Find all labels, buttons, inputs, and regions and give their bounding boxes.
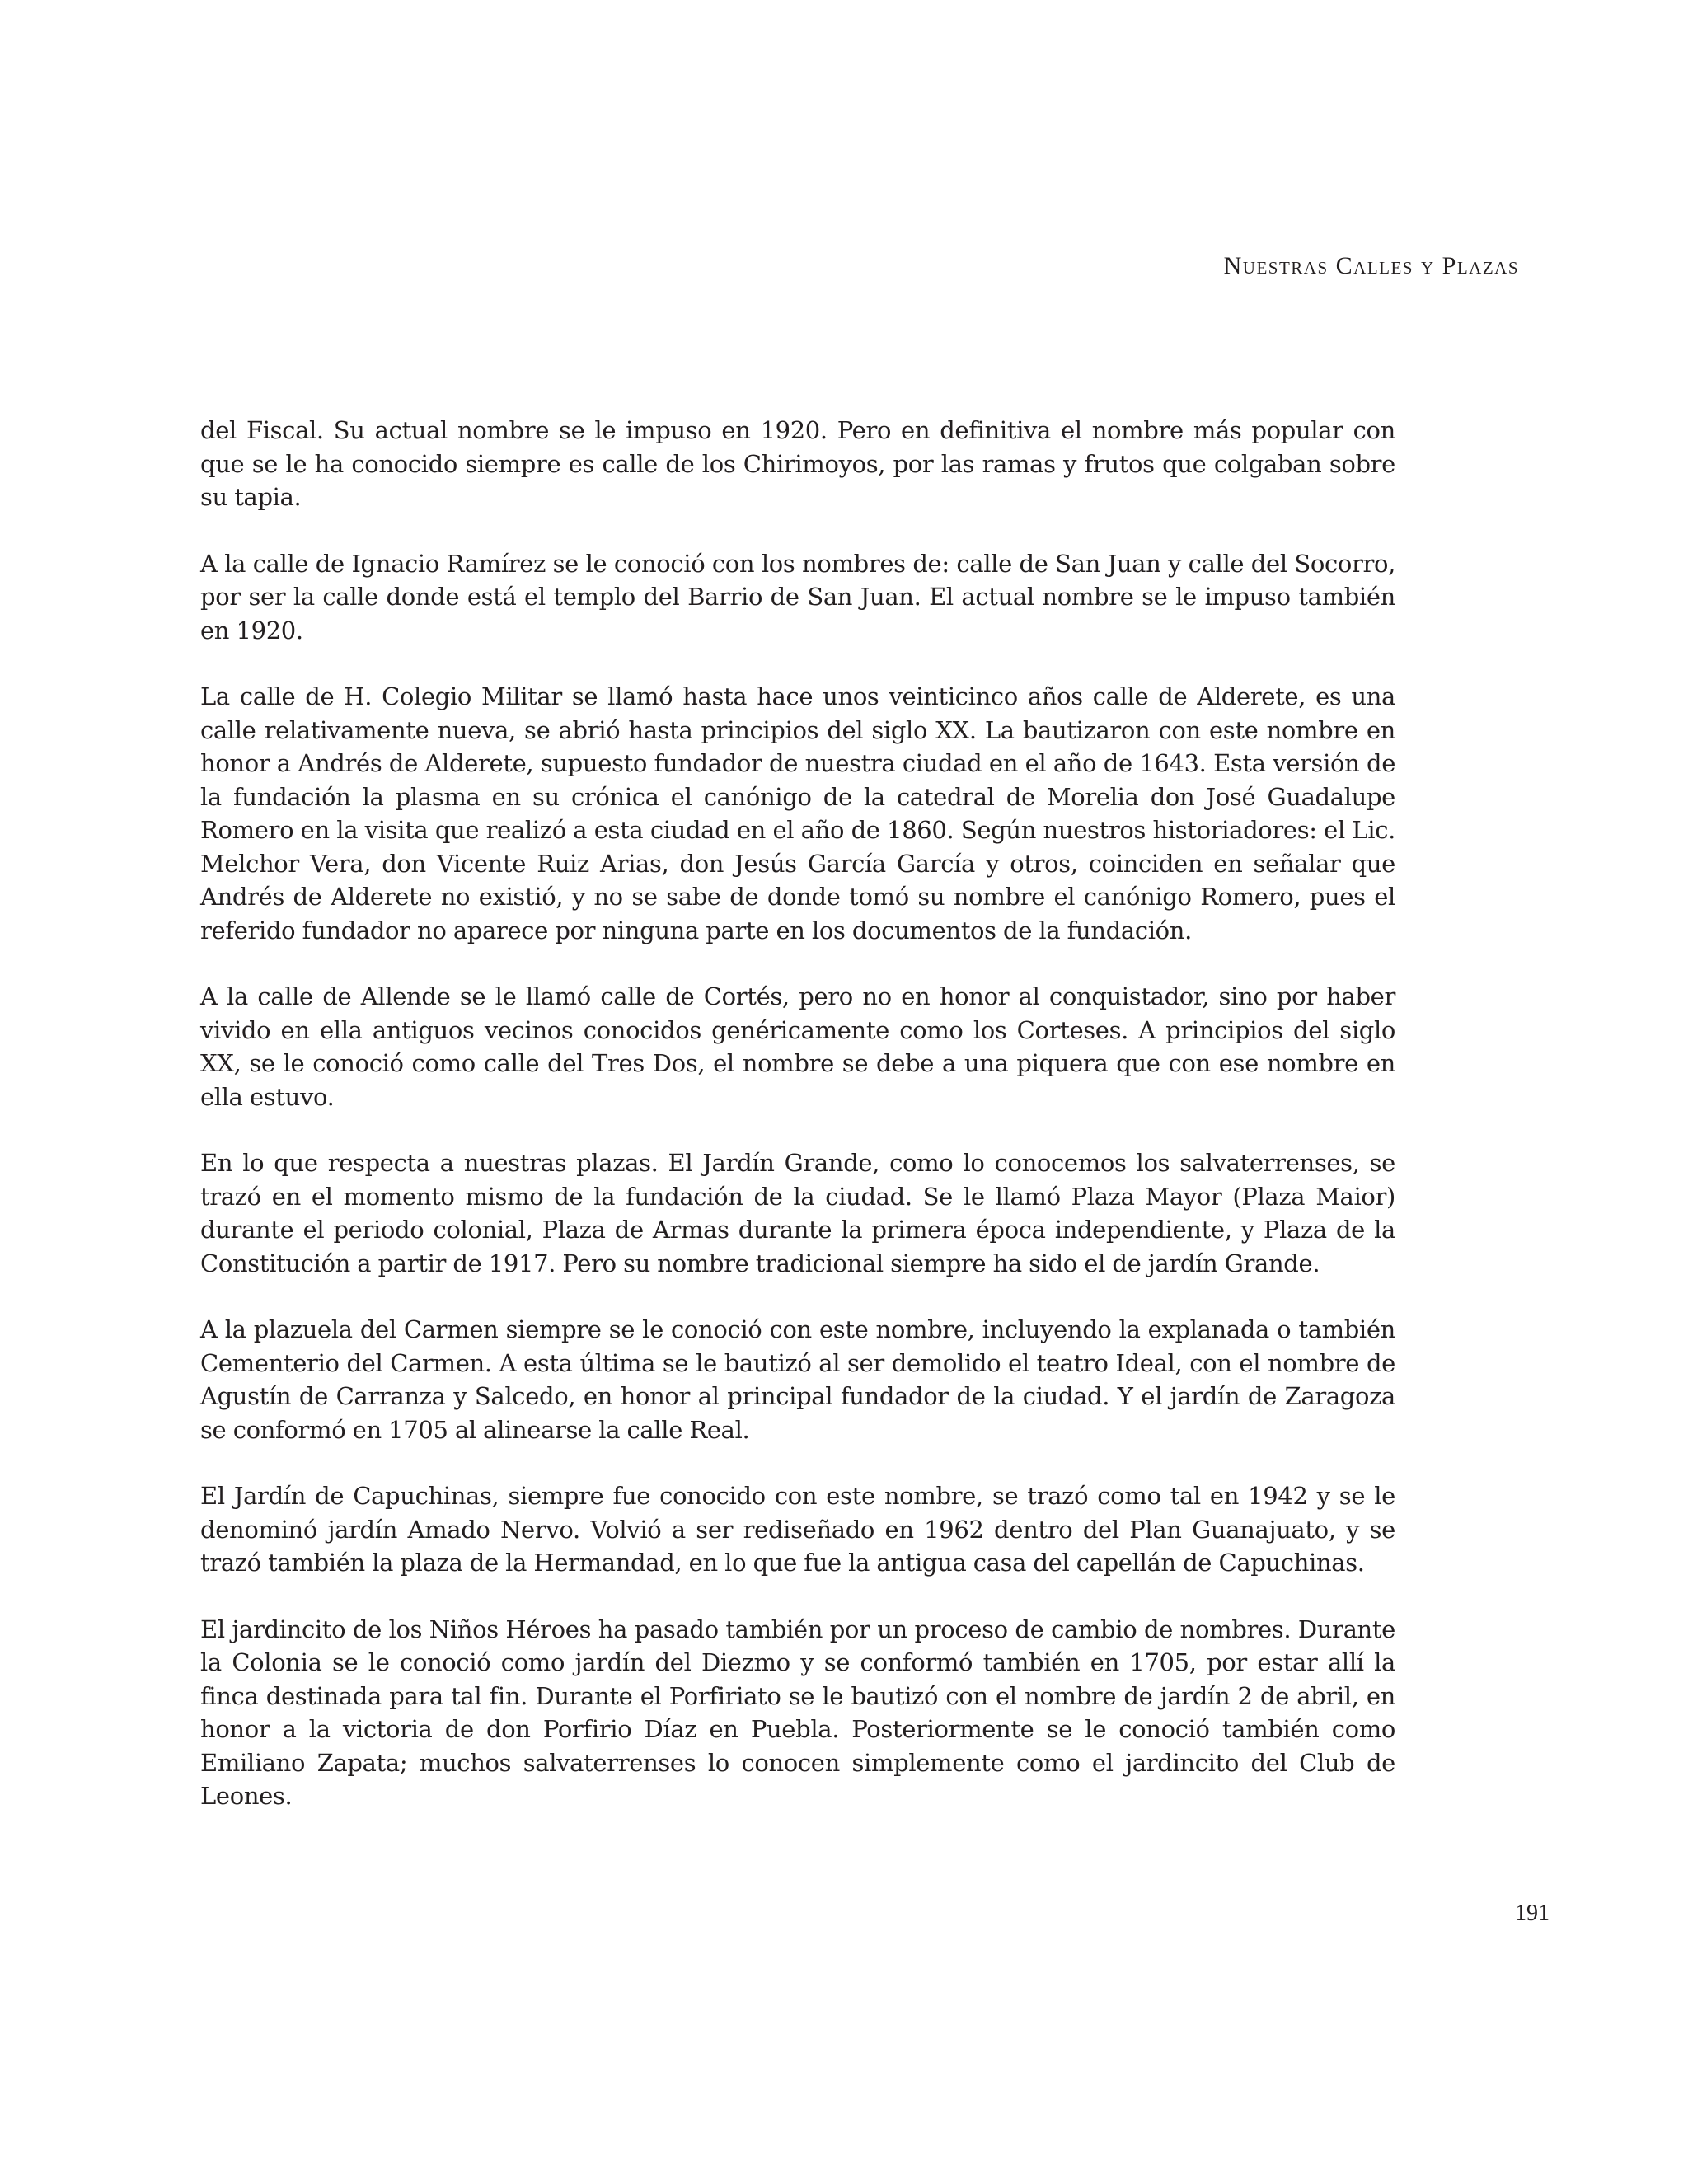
paragraph: El Jardín de Capuchinas, siempre fue conocido con este nombre, se trazó como tal en 1942 y se le denominó jardín Amado Nervo. Volvió a ser rediseñado en 1962 dentro del Plan Guanajuato, y se trazó también la plaza de la Hermandad, en lo que fue la antigua casa del capellán de Capuchinas. [200, 1482, 1395, 1577]
running-header: Nuestras Calles y Plazas [1223, 252, 1519, 279]
page-number: 191 [1515, 1900, 1550, 1926]
paragraph: A la calle de Ignacio Ramírez se le conoció con los nombres de: calle de San Juan y calle del Socorro, por ser la calle donde está el templo del Barrio de San Juan. El actual nombre se le impuso también en 1920. [200, 549, 1395, 644]
paragraph: El jardincito de los Niños Héroes ha pasado también por un proceso de cambio de nombres. Durante la Colonia se le conoció como jardín del Diezmo y se conformó también en 1705, por estar allí la finca destinada para tal fin. Durante el Porfiriato se le bautizó con el nombre de jardín 2 de abril, en honor a la victoria de don Porfirio Díaz en Puebla. Posteriormente se le conoció también como Emiliano Zapata; muchos salvaterrenses lo conocen simplemente como el jardincito del Club de Leones. [200, 1615, 1395, 1810]
paragraph: A la plazuela del Carmen siempre se le conoció con este nombre, incluyendo la explanada o también Cementerio del Carmen. A esta última se le bautizó al ser demolido el teatro Ideal, con el nombre de Agustín de Carranza y Salcedo, en honor al principal fundador de la ciudad. Y el jardín de Zaragoza se conformó en 1705 al alinearse la calle Real. [200, 1315, 1395, 1444]
body-text [200, 414, 1395, 1846]
paragraph: del Fiscal. Su actual nombre se le impuso en 1920. Pero en definitiva el nombre más popular con que se le ha conocido siempre es calle de los Chirimoyos, por las ramas y frutos que colgaban sobre su tapia. [200, 416, 1395, 511]
paragraph: La calle de H. Colegio Militar se llamó hasta hace unos veinticinco años calle de Alderete, es una calle relativamente nueva, se abrió hasta principios del siglo XX. La bautizaron con este nombre en honor a Andrés de Alderete, supuesto fundador de nuestra ciudad en el año de 1643. Esta versión de la fundación la plasma en su crónica el canónigo de la catedral de Morelia don José Guadalupe Romero en la visita que realizó a esta ciudad en el año de 1860. Según nuestros historiadores: el Lic. Melchor Vera, don Vicente Ruiz Arias, don Jesús García García y otros, coinciden en señalar que Andrés de Alderete no existió, y no se sabe de donde tomó su nombre el canónigo Romero, pues el referido fundador no aparece por ninguna parte en los documentos de la fundación. [200, 682, 1395, 944]
paragraph: En lo que respecta a nuestras plazas. El Jardín Grande, como lo conocemos los salvaterrenses, se trazó en el momento mismo de la fundación de la ciudad. Se le llamó Plaza Mayor (Plaza Maior) durante el periodo colonial, Plaza de Armas durante la primera época independiente, y Plaza de la Constitución a partir de 1917. Pero su nombre tradicional siempre ha sido el de jardín Grande. [200, 1149, 1395, 1277]
paragraph: A la calle de Allende se le llamó calle de Cortés, pero no en honor al conquistador, sino por haber vivido en ella antiguos vecinos conocidos genéricamente como los Corteses. A principios del siglo XX, se le conoció como calle del Tres Dos, el nombre se debe a una piquera que con ese nombre en ella estuvo. [200, 982, 1395, 1111]
